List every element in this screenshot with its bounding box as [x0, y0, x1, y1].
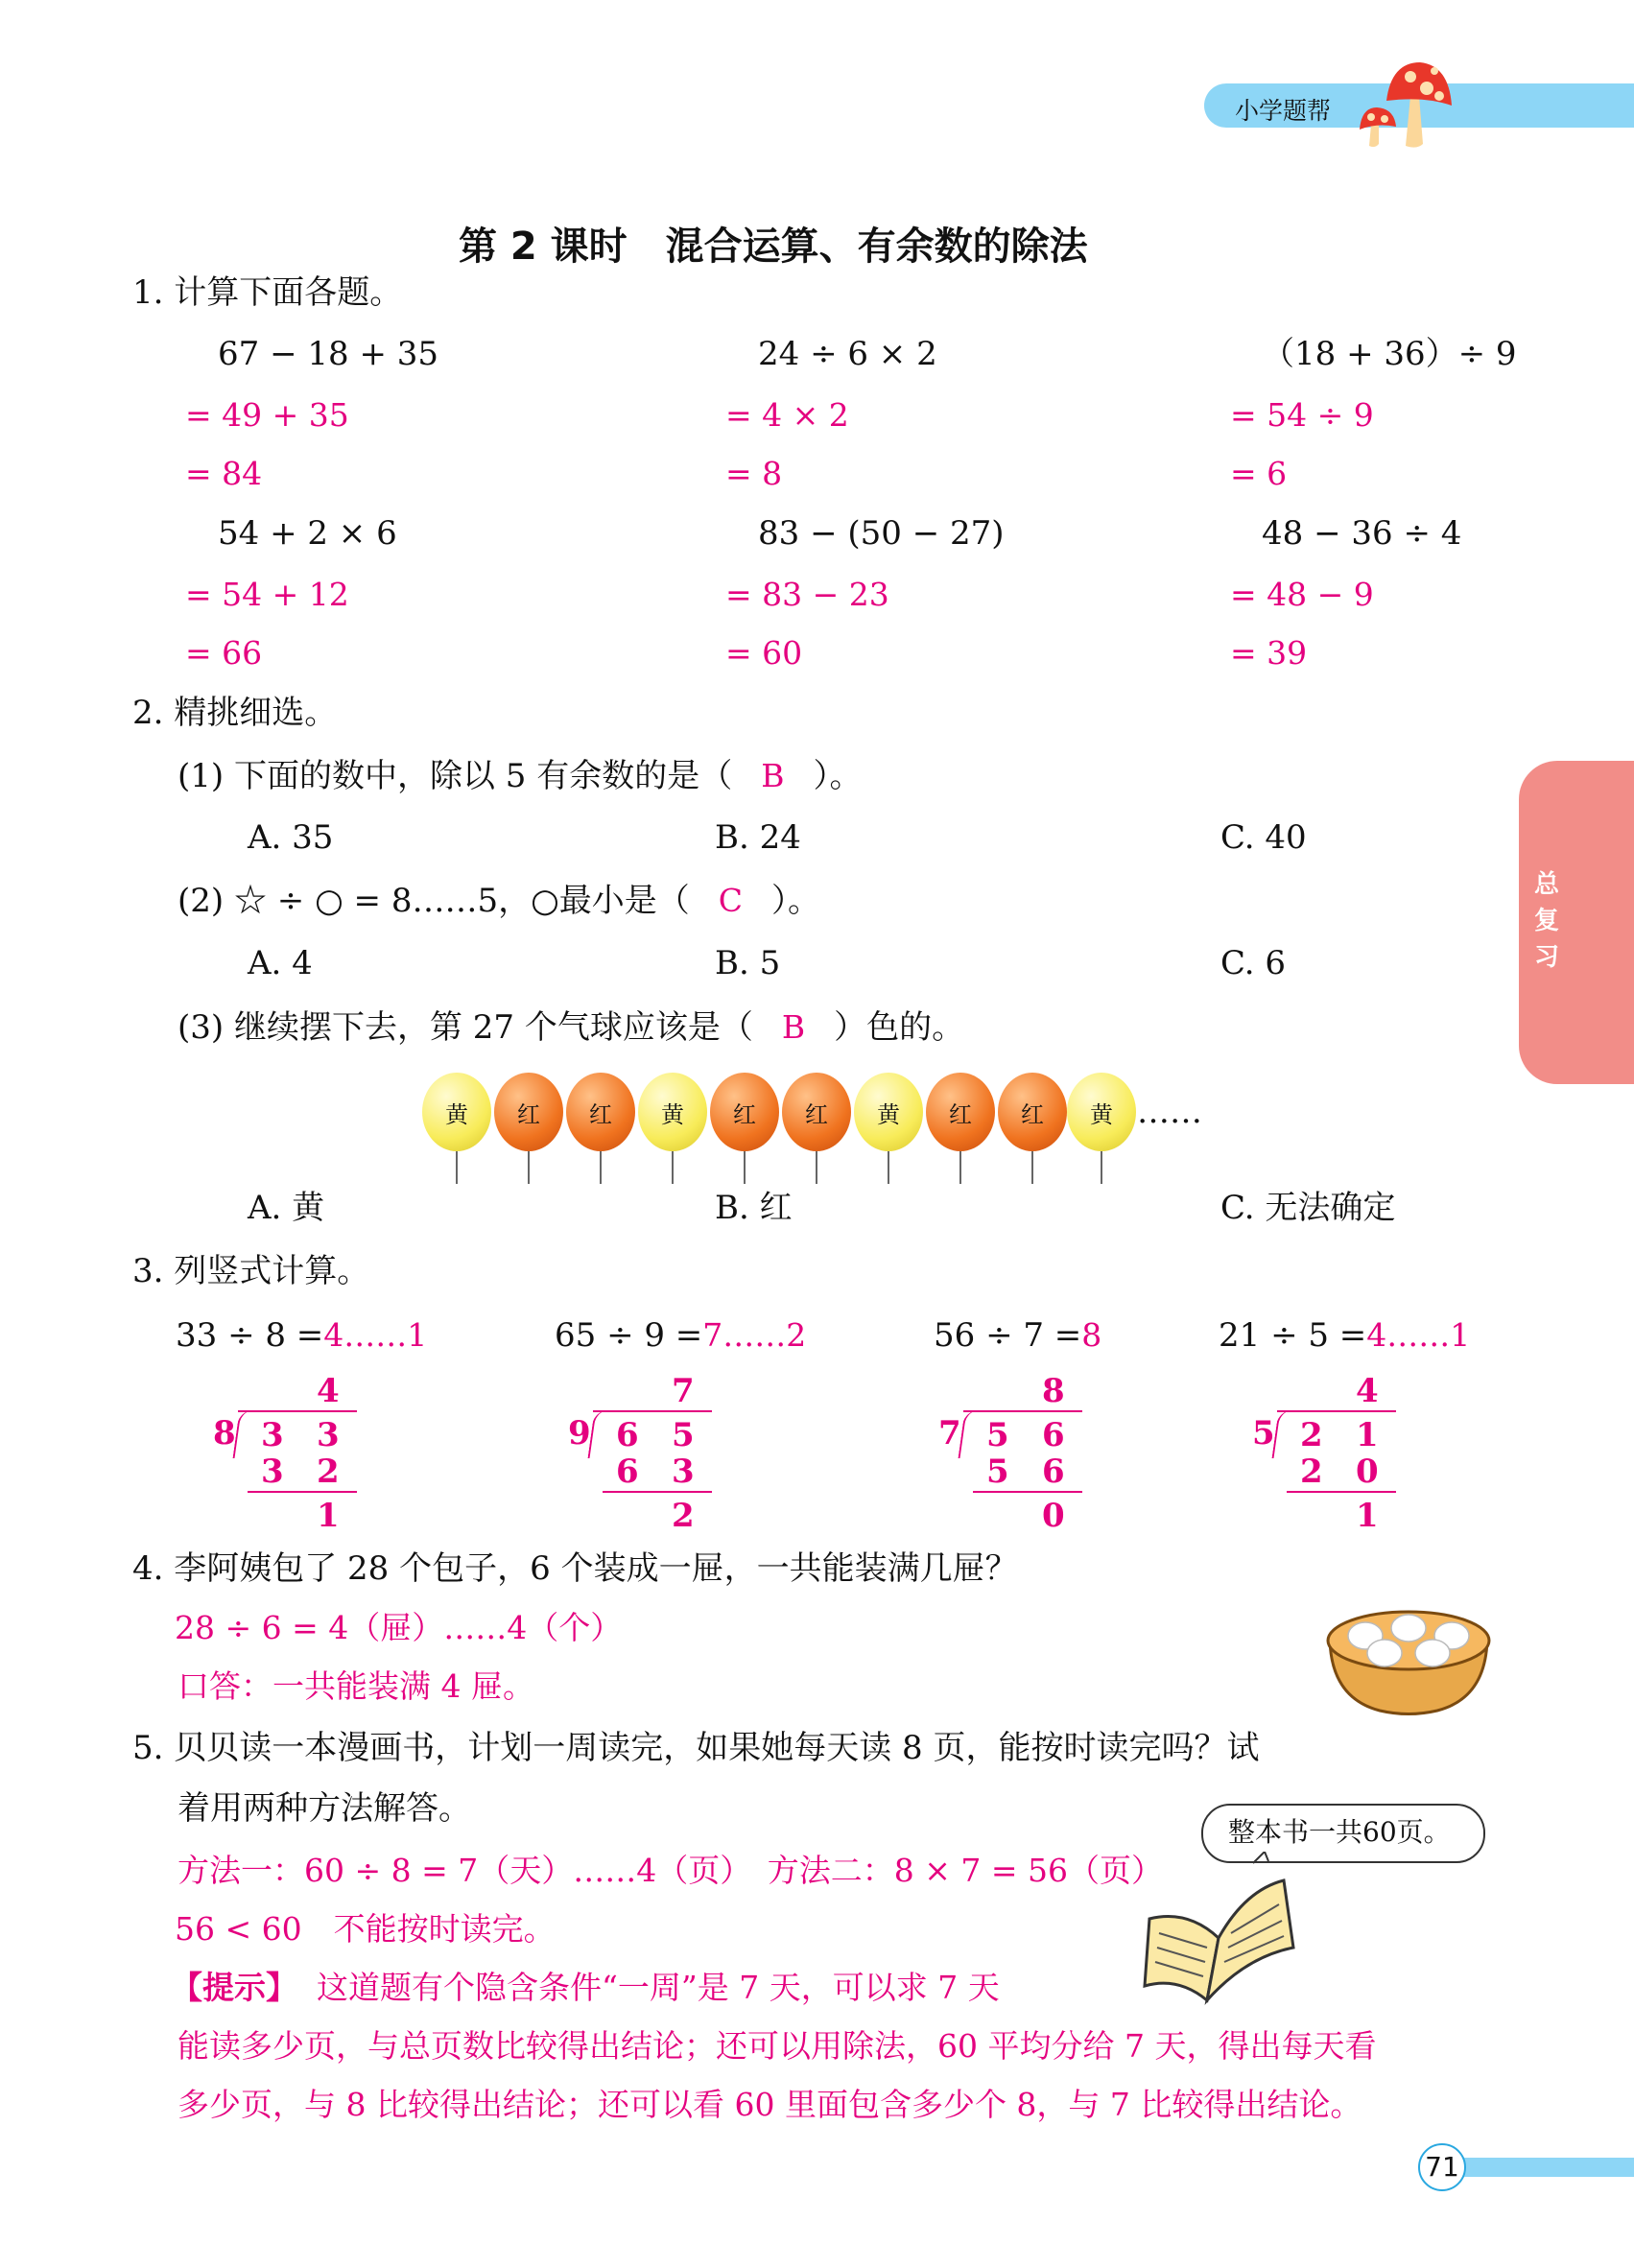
subtraction-line [1287, 1491, 1396, 1493]
question-text: (2) ☆ ÷ ○ = 8……5，○最小是（ [178, 882, 690, 920]
bubble-text: 整本书一共60页。 [1228, 1816, 1451, 1848]
balloon-color-label: 红 [1021, 1100, 1044, 1128]
balloon-color-label: 红 [805, 1100, 828, 1128]
equation-text: 65 ÷ 9 = [555, 1316, 703, 1355]
q2-sub-1 [178, 757, 863, 795]
equation-text: 56 ÷ 7 = [934, 1316, 1082, 1355]
q1-expr: 48 − 36 ÷ 4 [1262, 514, 1462, 553]
balloon-string [744, 1151, 746, 1184]
balloon-color-label: 红 [949, 1100, 972, 1128]
answer-choice: B [761, 757, 785, 794]
balloon-color-label: 红 [589, 1100, 612, 1128]
page-title: 第 2 课时 混合运算、有余数的除法 [459, 224, 1088, 269]
q1-step: = 54 + 12 [185, 576, 349, 613]
balloon-color-label: 红 [733, 1100, 756, 1128]
q1-step: = 66 [185, 634, 263, 672]
q3-equation [1219, 1316, 1471, 1355]
product-digit: 3 [672, 1453, 695, 1491]
balloon [926, 1073, 995, 1151]
balloon-string [456, 1151, 458, 1184]
open-book-icon [1140, 1852, 1303, 2010]
question-text: (3) 继续摆下去，第 27 个气球应该是（ [178, 1008, 753, 1047]
dividend-digit: 5 [672, 1416, 695, 1454]
question-text: ）色的。 [834, 1008, 965, 1047]
q1-expr: 54 + 2 × 6 [218, 514, 397, 553]
balloon-color-label: 黄 [1090, 1100, 1113, 1128]
hint-tag: 【提示】 [171, 1969, 297, 2006]
product-digit: 6 [616, 1453, 639, 1491]
dividend-digit: 2 [1300, 1416, 1323, 1454]
hint-text: 这道题有个隐含条件“一周”是 7 天，可以求 7 天 [317, 1969, 1000, 2006]
q1-step: = 49 + 35 [185, 396, 349, 434]
q5-label-line2: 着用两种方法解答。 [178, 1789, 471, 1828]
balloon [422, 1073, 491, 1151]
steamed-buns-basket-icon [1322, 1597, 1495, 1717]
division-bar [238, 1410, 357, 1412]
q1-step: = 54 ÷ 9 [1230, 396, 1374, 434]
side-tab-review[interactable] [1519, 761, 1634, 1084]
remainder: 1 [317, 1497, 340, 1535]
balloon [782, 1073, 851, 1151]
dividend-digit: 6 [1042, 1416, 1065, 1454]
balloon [494, 1073, 563, 1151]
subtraction-line [603, 1491, 712, 1493]
hint-line1 [171, 1969, 1000, 2006]
product-digit: 3 [261, 1453, 284, 1491]
question-text: ）。 [771, 882, 821, 920]
balloon [710, 1073, 779, 1151]
equation-text: 21 ÷ 5 = [1219, 1316, 1367, 1355]
remainder: 1 [1356, 1497, 1379, 1535]
mushroom-icon [1358, 58, 1463, 149]
quotient: 4 [1356, 1372, 1379, 1410]
dividend-digit: 3 [317, 1416, 340, 1454]
division-bar [593, 1410, 712, 1412]
balloon [998, 1073, 1067, 1151]
side-tab-label: 总复习 [1533, 870, 1559, 972]
q1-expr: 83 − (50 − 27) [758, 514, 1005, 553]
q3-equation [934, 1316, 1102, 1355]
q5-methods: 方法一：60 ÷ 8 = 7（天）……4（页） 方法二：8 × 7 = 56（页） [178, 1852, 1163, 1889]
q1-expr: 24 ÷ 6 × 2 [758, 335, 937, 373]
division-bracket [587, 1410, 609, 1458]
equation-text: 33 ÷ 8 = [176, 1316, 324, 1355]
page-number: 71 [1418, 2143, 1466, 2191]
question-text: (1) 下面的数中，除以 5 有余数的是（ [178, 757, 733, 795]
option: A. 黄 [248, 1189, 325, 1227]
answer-choice: C [718, 882, 744, 919]
balloon-string [528, 1151, 530, 1184]
subtraction-line [248, 1491, 357, 1493]
balloon-string [600, 1151, 602, 1184]
q1-label: 1. 计算下面各题。 [132, 273, 403, 312]
q1-expr: 67 − 18 + 35 [218, 335, 438, 373]
footer-bar [1439, 2158, 1634, 2177]
balloon-string [1101, 1151, 1102, 1184]
balloon [854, 1073, 923, 1151]
product-digit: 2 [317, 1453, 340, 1491]
q5-conclusion: 56 < 60 不能按时读完。 [175, 1910, 556, 1948]
hint-line3: 多少页，与 8 比较得出结论；还可以看 60 里面包含多少个 8，与 7 比较得出结论。 [178, 2086, 1362, 2123]
equation-answer: 7……2 [702, 1316, 807, 1354]
subtraction-line [973, 1491, 1082, 1493]
divisor: 7 [938, 1414, 961, 1453]
q4-answer: 口答：一共能装满 4 屉。 [178, 1667, 534, 1705]
brand-label: 小学题帮 [1235, 97, 1332, 125]
division-bar [963, 1410, 1082, 1412]
hint-line2: 能读多少页，与总页数比较得出结论；还可以用除法，60 平均分给 7 天，得出每天看 [178, 2027, 1377, 2065]
q1-step: = 83 − 23 [725, 576, 889, 613]
q4-equation: 28 ÷ 6 = 4（屉）……4（个） [175, 1609, 623, 1646]
option: A. 4 [248, 944, 313, 982]
q1-step: = 6 [1230, 455, 1288, 492]
option: C. 无法确定 [1220, 1189, 1396, 1227]
dividend-digit: 3 [261, 1416, 284, 1454]
option: B. 5 [715, 944, 781, 982]
division-bracket [1271, 1410, 1293, 1458]
question-text: ）。 [813, 757, 863, 795]
balloon-color-label: 红 [517, 1100, 540, 1128]
q3-label: 3. 列竖式计算。 [132, 1252, 370, 1290]
q1-step: = 4 × 2 [725, 396, 849, 434]
balloon-string [1031, 1151, 1033, 1184]
equation-answer: 4……1 [1366, 1316, 1471, 1354]
dividend-digit: 6 [616, 1416, 639, 1454]
balloon [1067, 1073, 1136, 1151]
balloon-string [816, 1151, 817, 1184]
division-bar [1277, 1410, 1396, 1412]
equation-answer: 8 [1081, 1316, 1102, 1354]
divisor: 8 [213, 1414, 236, 1453]
q2-label: 2. 精挑细选。 [132, 694, 338, 732]
q1-step: = 60 [725, 634, 803, 672]
balloon-string [672, 1151, 674, 1184]
balloon-string [888, 1151, 889, 1184]
q3-equation [555, 1316, 807, 1355]
option: C. 6 [1220, 944, 1287, 982]
option: C. 40 [1220, 818, 1307, 857]
divisor: 9 [568, 1414, 591, 1453]
dividend-digit: 1 [1356, 1416, 1379, 1454]
balloon-color-label: 黄 [445, 1100, 468, 1128]
division-bracket [958, 1410, 980, 1458]
quotient: 8 [1042, 1372, 1065, 1410]
quotient: 7 [672, 1372, 695, 1410]
q1-step: = 84 [185, 455, 263, 492]
q3-equation [176, 1316, 428, 1355]
option: A. 35 [248, 818, 334, 857]
dividend-digit: 5 [986, 1416, 1009, 1454]
divisor: 5 [1252, 1414, 1275, 1453]
answer-choice: B [781, 1008, 806, 1046]
q1-step: = 8 [725, 455, 783, 492]
product-digit: 2 [1300, 1453, 1323, 1491]
q5-label-line1: 5. 贝贝读一本漫画书，计划一周读完，如果她每天读 8 页，能按时读完吗？试 [132, 1729, 1260, 1767]
option: B. 红 [715, 1189, 793, 1227]
quotient: 4 [317, 1372, 340, 1410]
balloon-string [959, 1151, 961, 1184]
product-digit: 6 [1042, 1453, 1065, 1491]
q1-step: = 48 − 9 [1230, 576, 1374, 613]
balloon [638, 1073, 707, 1151]
product-digit: 0 [1356, 1453, 1379, 1491]
balloon-color-label: 黄 [661, 1100, 684, 1128]
division-bracket [232, 1410, 254, 1458]
balloon [566, 1073, 635, 1151]
q2-sub-2 [178, 882, 821, 920]
q2-sub-3 [178, 1008, 965, 1047]
q1-step: = 39 [1230, 634, 1308, 672]
equation-answer: 4……1 [323, 1316, 428, 1354]
product-digit: 5 [986, 1453, 1009, 1491]
remainder: 2 [672, 1497, 695, 1535]
option: B. 24 [715, 818, 801, 857]
balloon-color-label: 黄 [877, 1100, 900, 1128]
remainder: 0 [1042, 1497, 1065, 1535]
q4-label: 4. 李阿姨包了 28 个包子，6 个装成一屉，一共能装满几屉？ [132, 1549, 1018, 1588]
q1-expr: （18 + 36）÷ 9 [1262, 335, 1517, 373]
balloon-ellipsis: …… [1137, 1093, 1202, 1131]
